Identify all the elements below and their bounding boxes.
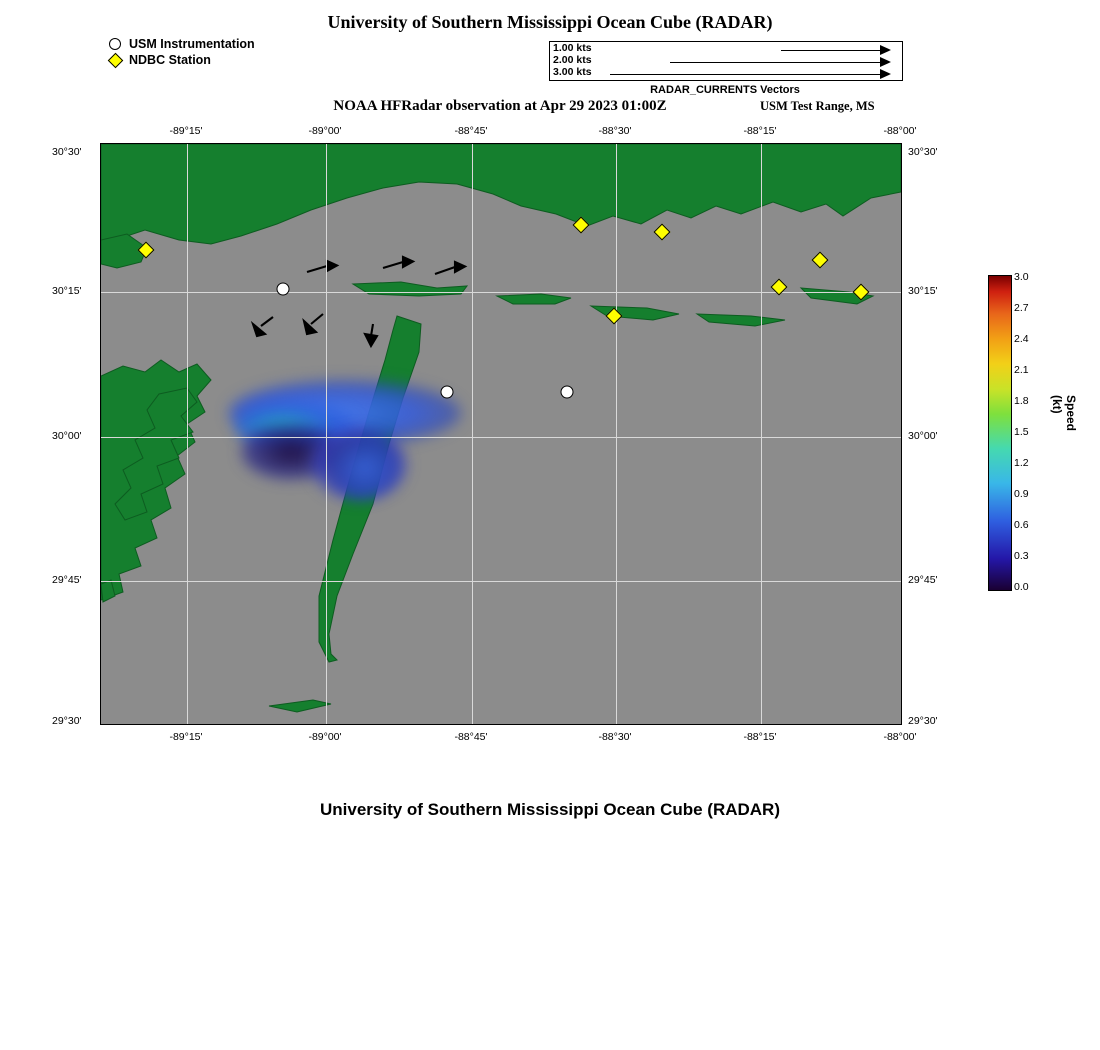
- gridline-lat-3: [101, 581, 901, 582]
- current-vector-layer: [101, 144, 901, 724]
- vector-scale-label-3: 3.00 kts: [553, 66, 592, 79]
- lon-tick-bottom-3: -88°30': [598, 731, 632, 743]
- colorbar-tick-6: 1.2: [1014, 457, 1029, 469]
- lon-tick-bottom-1: -89°00': [308, 731, 342, 743]
- lon-tick-bottom-2: -88°45': [454, 731, 488, 743]
- lat-tick-right-3: 29°45': [908, 574, 938, 586]
- colorbar-tick-8: 0.6: [1014, 519, 1029, 531]
- circle-icon: [108, 38, 122, 50]
- legend-label-usm: USM Instrumentation: [129, 37, 255, 51]
- footer-title: University of Southern Mississippi Ocean Cube (RADAR): [319, 800, 780, 819]
- colorbar-tick-3: 2.1: [1014, 364, 1029, 376]
- usm-station-marker[interactable]: [441, 386, 454, 399]
- colorbar-tick-7: 0.9: [1014, 488, 1029, 500]
- lon-tick-top-4: -88°15': [743, 125, 777, 137]
- diamond-icon: [108, 55, 122, 66]
- colorbar-tick-1: 2.7: [1014, 302, 1029, 314]
- lat-tick-right-1: 30°15': [908, 285, 938, 297]
- observation-subtitle: NOAA HFRadar observation at Apr 29 2023 01:00Z: [333, 98, 667, 114]
- vector-scale-caption: RADAR_CURRENTS Vectors: [650, 84, 800, 96]
- usm-station-marker[interactable]: [277, 283, 290, 296]
- lon-tick-top-0: -89°15': [169, 125, 203, 137]
- vector-line-2: [670, 62, 880, 63]
- vector-scale-label-2: 2.00 kts: [553, 53, 592, 66]
- lon-tick-bottom-0: -89°15': [169, 731, 203, 743]
- colorbar-title: Speed (kt): [1050, 395, 1078, 432]
- gridline-lon-0: [187, 144, 188, 724]
- vector-scale-row-1: [550, 43, 902, 56]
- lat-tick-right-2: 30°00': [908, 430, 938, 442]
- symbol-legend: [108, 36, 255, 68]
- lat-tick-left-0: 30°30': [52, 146, 82, 158]
- colorbar-gradient: [988, 275, 1012, 591]
- lat-tick-left-1: 30°15': [52, 285, 82, 297]
- map-canvas[interactable]: [100, 143, 902, 725]
- legend-item-usm: [108, 36, 255, 52]
- lat-tick-left-2: 30°00': [52, 430, 82, 442]
- gridline-lon-3: [616, 144, 617, 724]
- colorbar-tick-4: 1.8: [1014, 395, 1029, 407]
- gridline-lon-2: [472, 144, 473, 724]
- vector-arrowhead-3: [880, 69, 891, 79]
- vector-scale-row-3: [550, 67, 902, 80]
- vector-arrowhead-1: [880, 45, 891, 55]
- lon-tick-top-1: -89°00': [308, 125, 342, 137]
- lat-tick-left-3: 29°45': [52, 574, 82, 586]
- vector-line-1: [781, 50, 880, 51]
- lat-tick-right-4: 29°30': [908, 715, 938, 727]
- vector-scale-row-2: [550, 55, 902, 68]
- colorbar-tick-9: 0.3: [1014, 550, 1029, 562]
- gridline-lat-2: [101, 437, 901, 438]
- colorbar-tick-2: 2.4: [1014, 333, 1029, 345]
- vector-scale-label-1: 1.00 kts: [553, 41, 592, 54]
- lon-tick-top-3: -88°30': [598, 125, 632, 137]
- lon-tick-top-5: -88°00': [883, 125, 917, 137]
- vector-line-3: [610, 74, 880, 75]
- gridline-lon-4: [761, 144, 762, 724]
- gridline-lon-1: [326, 144, 327, 724]
- vector-arrowhead-2: [880, 57, 891, 67]
- colorbar-tick-0: 3.0: [1014, 271, 1029, 283]
- page-title: University of Southern Mississippi Ocean Cube (RADAR): [327, 12, 773, 32]
- lat-tick-left-4: 29°30': [52, 715, 82, 727]
- lon-tick-bottom-5: -88°00': [883, 731, 917, 743]
- lat-tick-right-0: 30°30': [908, 146, 938, 158]
- lon-tick-top-2: -88°45': [454, 125, 488, 137]
- range-label: USM Test Range, MS: [760, 99, 875, 113]
- legend-item-ndbc: [108, 52, 255, 68]
- vector-scale-box: [549, 41, 903, 81]
- colorbar-tick-5: 1.5: [1014, 426, 1029, 438]
- colorbar-tick-10: 0.0: [1014, 581, 1029, 593]
- lon-tick-bottom-4: -88°15': [743, 731, 777, 743]
- legend-label-ndbc: NDBC Station: [129, 53, 211, 67]
- usm-station-marker[interactable]: [561, 386, 574, 399]
